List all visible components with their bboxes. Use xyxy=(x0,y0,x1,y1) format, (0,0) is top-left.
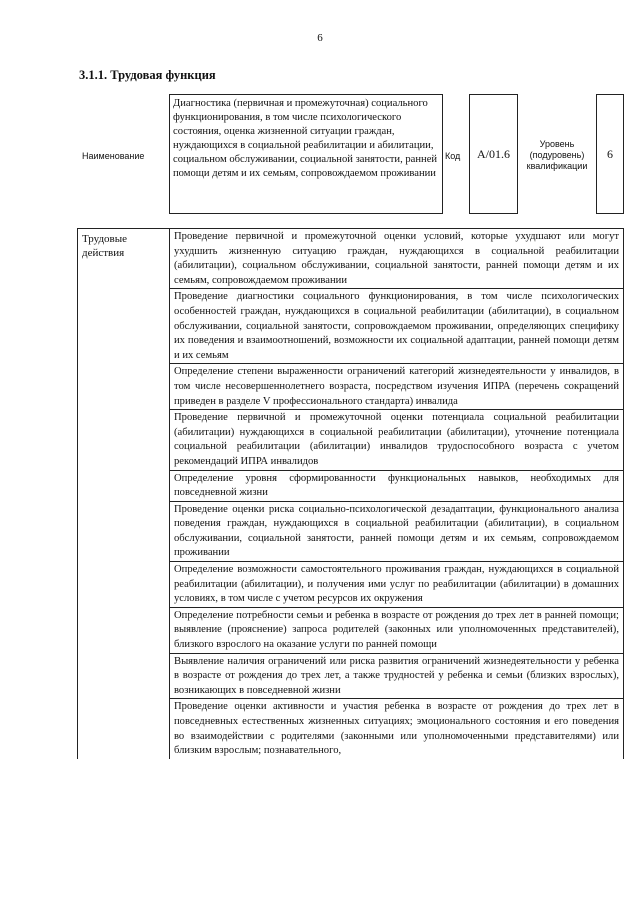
labor-actions-list xyxy=(170,229,623,759)
code-value: A/01.6 xyxy=(469,94,518,214)
page-number: 6 xyxy=(317,32,323,44)
code-label: Код xyxy=(445,151,461,161)
function-name: Диагностика (первичная и промежуточная) социального функционирования, в том числе психологического состояния, оценка жизненной ситуации граждан, нуждающихся в социальной реабилитации и абилитации, социальном обслуживании, социальной занятости, ранней помощи детям и их семьям, сопровождаемом проживании xyxy=(169,94,443,214)
labor-action-item: Определение потребности семьи и ребенка в возрасте от рождения до трех лет в ранней помощи; выявление (прояснение) запроса родителей (законных или уполномоченных представителей), близкого взрослого на оказание услуги по ранней помощи xyxy=(170,608,623,654)
section-title: 3.1.1. Трудовая функция xyxy=(79,68,216,82)
labor-action-item: Проведение первичной и промежуточной оценки потенциала социальной реабилитации (абилитации) нуждающихся в социальной реабилитации (абилитации), уточнение потенциала социальной реабилитации (абилитации) инвалидов трудоспособного возраста с учетом рекомендаций ИПРА инвалидов xyxy=(170,410,623,470)
labor-action-item: Проведение оценки активности и участия ребенка в возрасте от рождения до трех лет в повседневных естественных жизненных ситуациях; эмоционального состояния и его поведения во взаимодействии с родителями (законными или уполномоченными представителями) или близким взрослым; познавательного, xyxy=(174,701,619,757)
labor-action-item: Определение возможности самостоятельного проживания граждан, нуждающихся в социальной реабилитации (абилитации), и получения ими услуг по реабилитации (абилитации) в домашних условиях, в том числе с учетом ресурсов их окружения xyxy=(170,562,623,608)
labor-actions-label: Трудовые действия xyxy=(78,229,170,759)
name-label: Наименование xyxy=(82,151,145,161)
labor-action-item: Проведение первичной и промежуточной оценки условий, которые ухудшают или могут ухудшить жизненную ситуацию граждан, нуждающихся в социальной реабилитации (абилитации), социальном обслуживании, социальной занятости, ранней помощи детям и их семьям, сопровождаемом проживании xyxy=(170,229,623,289)
labor-actions-table xyxy=(77,228,624,759)
level-value: 6 xyxy=(596,94,624,214)
labor-action-item: Определение уровня сформированности функциональных навыков, необходимых для повседневной жизни xyxy=(170,471,623,502)
labor-action-item: Проведение диагностики социального функционирования, в том числе психологических особенностей граждан, нуждающихся в социальной реабилитации (абилитации), в социальном обслуживании, социальной занятости, сопровождаемом проживании, определяющих специфику их поведения и взаимоотношений, возможности их социальной адаптации, ранней помощи детям и их семьям xyxy=(170,289,623,364)
labor-action-item: Определение степени выраженности ограничений категорий жизнедеятельности у инвалидов, в том числе несовершеннолетнего возраста, посредством изучения ИПРА (перечень сокращений приведен в разделе V профессионального стандарта) инвалида xyxy=(170,364,623,410)
level-label: Уровень (подуровень) квалификации xyxy=(526,139,588,171)
labor-action-item: Выявление наличия ограничений или риска развития ограничений жизнедеятельности у ребенка в возрасте от рождения до трех лет, а также трудностей у ребенка и семьи (близких взрослых), возникающих в повседневной жизни xyxy=(170,654,623,700)
labor-action-item: Проведение оценки риска социально-психологической дезадаптации, функционального анализа поведения граждан, нуждающихся в социальной реабилитации (абилитации), в социальном обслуживании, социальной занятости, ранней помощи детям и их семьям, сопровождаемом проживании xyxy=(170,502,623,562)
